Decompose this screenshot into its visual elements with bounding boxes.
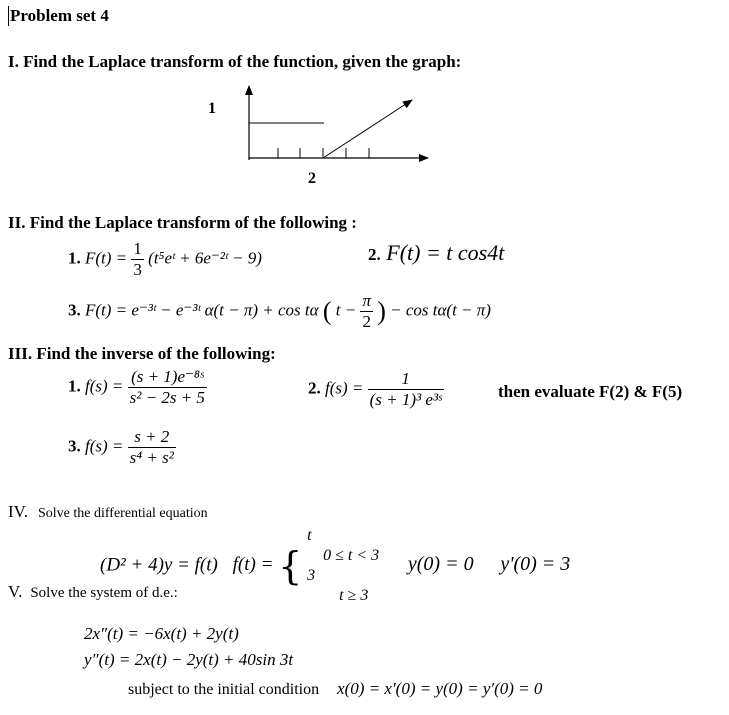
item-number: 2.	[308, 378, 321, 398]
section-2-heading: II. Find the Laplace transform of the following :	[8, 213, 357, 232]
fraction-numerator: 1	[368, 370, 444, 390]
section-number: V.	[8, 582, 23, 601]
fraction-denominator: 3	[133, 259, 142, 279]
open-paren: (	[322, 296, 332, 326]
graph-y-label: 1	[208, 100, 216, 117]
section-2-item-2	[368, 240, 504, 266]
item-lhs: f(s) =	[85, 436, 124, 456]
initial-condition-2: y'(0) = 3	[500, 553, 571, 576]
item-lhs: f(s) =	[325, 378, 364, 398]
section-3-item-1	[68, 368, 207, 407]
fraction-numerator: π	[362, 291, 371, 310]
system-equation-1: 2x″(t) = −6x(t) + 2y(t)	[84, 624, 239, 643]
piecewise-cases	[307, 526, 379, 606]
item-rhs: − cos tα(t − π)	[390, 300, 491, 320]
section-3-item-2	[308, 370, 444, 409]
section-3-note: then evaluate F(2) & F(5)	[498, 382, 683, 401]
graph-x-label: 2	[308, 170, 316, 187]
piecewise-lhs: f(t) =	[232, 554, 274, 576]
fraction-denominator: (s + 1)³ e³ˢ	[369, 389, 442, 409]
item-number: 1.	[68, 376, 81, 396]
condition-expr: x(0) = x′(0) = y(0) = y′(0) = 0	[337, 679, 543, 698]
item-number: 3.	[68, 300, 81, 320]
brace: {	[278, 544, 303, 588]
system-equation-2: y″(t) = 2x(t) − 2y(t) + 40sin 3t	[84, 650, 294, 669]
fraction	[360, 292, 373, 331]
graph-ramp-segment	[323, 100, 412, 158]
case-expr: t	[307, 527, 312, 544]
case-2	[307, 566, 379, 606]
item-lhs: F(t) =	[85, 248, 128, 268]
laplace-graph	[200, 80, 440, 190]
item-lhs: F(t) = e⁻³ᵗ − e⁻³ᵗ α(t − π) + cos tα	[85, 300, 319, 320]
section-2-item-1	[68, 240, 262, 279]
close-paren: )	[377, 296, 386, 326]
fraction-numerator: (s + 1)e⁻⁸ˢ	[128, 368, 207, 388]
fraction-denominator: s⁴ + s²	[129, 447, 174, 467]
item-lhs: f(s) =	[85, 376, 124, 396]
condition-label: subject to the initial condition	[128, 681, 320, 698]
page-title: Problem set 4	[10, 6, 109, 25]
fraction	[368, 370, 444, 409]
fraction	[131, 240, 144, 279]
item-number: 3.	[68, 436, 81, 456]
fraction	[128, 428, 176, 467]
case-condition: 0 ≤ t < 3	[323, 547, 380, 564]
fraction-numerator: s + 2	[128, 428, 176, 448]
section-text: Solve the system of d.e.:	[30, 585, 178, 601]
differential-equation: (D² + 4)y = f(t)	[100, 554, 218, 576]
item-number: 1.	[68, 248, 81, 268]
inner-prefix: t −	[335, 300, 357, 320]
fraction-denominator: 2	[362, 311, 371, 331]
section-number: IV.	[8, 502, 28, 521]
section-1-heading: I. Find the Laplace transform of the function, given the graph:	[8, 52, 462, 71]
initial-condition-1: y(0) = 0	[407, 553, 474, 576]
item-number: 2.	[368, 245, 381, 264]
case-expr: 3	[307, 567, 316, 584]
section-text: Solve the differential equation	[38, 506, 208, 521]
section-3-item-3	[68, 428, 176, 467]
fraction-denominator: s² − 2s + 5	[129, 387, 205, 407]
item-rhs: (t⁵eᵗ + 6e⁻²ᵗ − 9)	[148, 248, 262, 268]
section-2-item-3	[68, 292, 491, 331]
initial-condition-row	[128, 679, 542, 699]
section-4-heading	[8, 502, 208, 522]
fraction-numerator: 1	[133, 239, 142, 258]
item-expr: F(t) = t cos4t	[386, 240, 505, 265]
section-5-heading	[8, 582, 178, 602]
case-condition: t ≥ 3	[339, 587, 369, 604]
case-1	[307, 526, 379, 566]
section-3-heading: III. Find the inverse of the following:	[8, 344, 276, 363]
fraction	[128, 368, 207, 407]
